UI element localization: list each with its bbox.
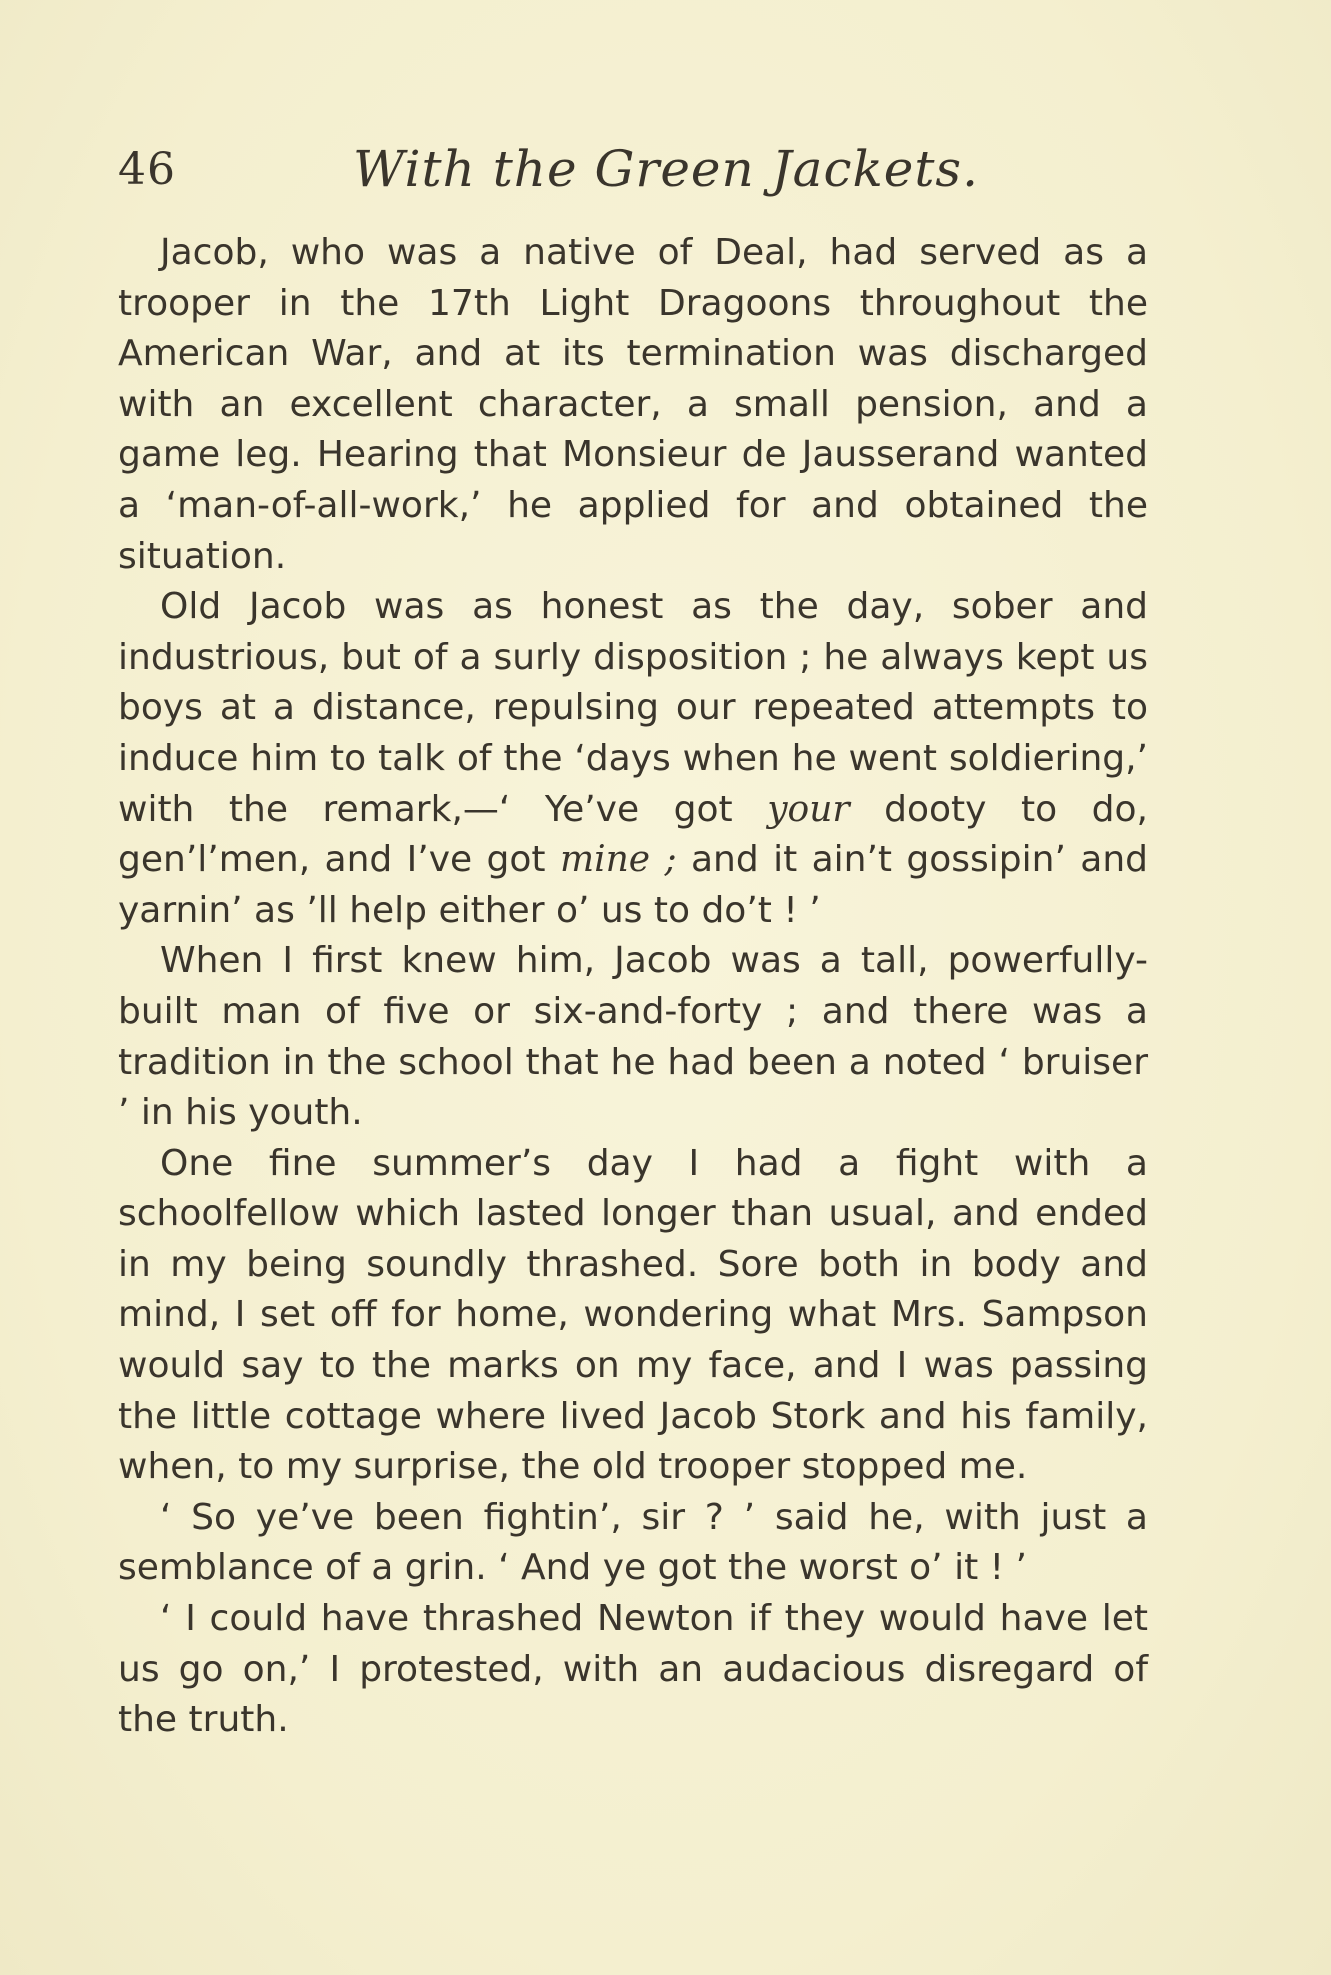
running-title: With the Green Jackets. <box>353 140 979 198</box>
paragraph-5: ‘ So ye’ve been fightin’, sir ? ’ said he, with just a semblance of a grin. ‘ And ye got the worst o’ it ! ’ <box>118 1496 1148 1589</box>
paragraph-2-italic-mine: mine ; <box>559 839 677 881</box>
paragraph-6: ‘ I could have thrashed Newton if they would have let us go on,’ I protested, with an audacious disregard of the truth. <box>118 1598 1148 1741</box>
page-header <box>118 134 1148 204</box>
paragraph-2-text-1: Old Jacob was as honest as the day, sober and industrious, but of a surly disposition ; he always kept us boys at a distance, repulsing our repeated attempts to induce him to talk of the ‘days when he went soldiering,’ with the remark,—‘ Ye’ve got <box>118 586 1148 830</box>
paragraph-3: When I first knew him, Jacob was a tall, powerfully-built man of five or six-and-forty ; and there was a tradition in the school that he had been a noted ‘ bruiser ’ in his youth. <box>118 940 1148 1134</box>
body-text <box>118 228 1148 1746</box>
paragraph-2-text-3: and it ain’t gossipin’ and yarnin’ as ’ll help either o’ us to do’t ! ’ <box>118 839 1148 931</box>
page-number: 46 <box>118 144 176 195</box>
paragraph-4: One fine summer’s day I had a fight with a schoolfellow which lasted longer than usual, and ended in my being soundly thrashed. Sore both in body and mind, I set off for home, wondering what Mrs. Sampson would say to the marks on my face, and I was passing the little cottage where lived Jacob Stork and his family, when, to my surprise, the old trooper stopped me. <box>118 1142 1148 1488</box>
paragraph-2-text-2: dooty to do, gen’l’men, and I’ve got <box>118 788 1148 881</box>
paragraph-2 <box>118 582 1148 936</box>
paragraph-2-italic-your: your <box>767 788 850 830</box>
paragraph-1: Jacob, who was a native of Deal, had served as a trooper in the 17th Light Dragoons throughout the American War, and at its termination was discharged with an excellent character, a small pension, and a game leg. Hearing that Monsieur de Jausserand wanted a ‘man-of-all-work,’ he applied for and obtained the situation. <box>118 232 1148 577</box>
